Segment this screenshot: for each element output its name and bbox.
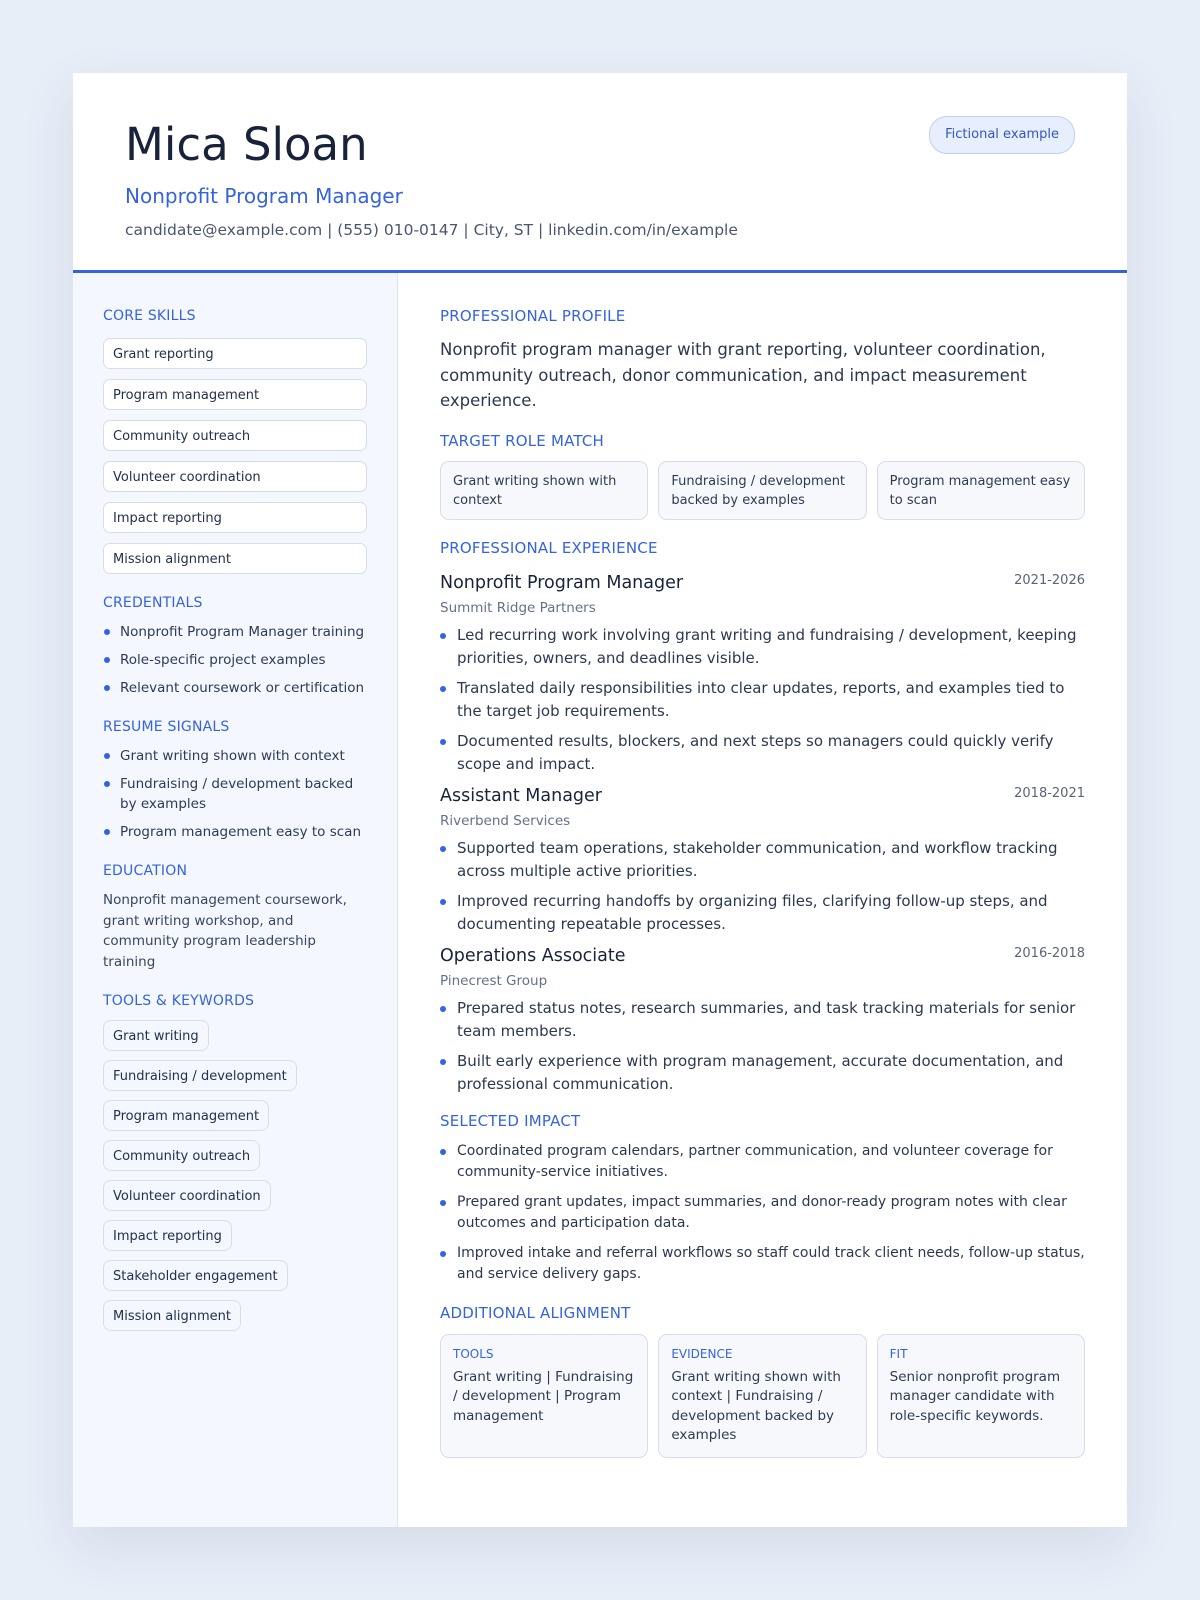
- skill-item: Community outreach: [103, 420, 367, 451]
- experience-title: PROFESSIONAL EXPERIENCE: [440, 538, 658, 557]
- signal-item: Grant writing shown with context: [103, 746, 367, 766]
- job-bullet: Improved recurring handoffs by organizing files, clarifying follow-up steps, and documenting repeatable processes.: [440, 890, 1085, 936]
- skill-item: Program management: [103, 379, 367, 410]
- alignment-cards: [440, 1334, 1085, 1458]
- impact-item: Improved intake and referral workflows so staff could track client needs, follow-up status, and service delivery gaps.: [440, 1243, 1085, 1286]
- company-name: Pinecrest Group: [440, 972, 548, 989]
- tools-title: TOOLS & KEYWORDS: [103, 993, 255, 1009]
- resume-header: [73, 73, 1127, 273]
- job-bullet: Prepared status notes, research summaries, and task tracking materials for senior team members.: [440, 997, 1085, 1043]
- job-title: Nonprofit Program Manager: [440, 572, 684, 593]
- alignment-card-fit: [877, 1334, 1085, 1458]
- profile-text: Nonprofit program manager with grant reporting, volunteer coordination, community outreach, donor communication, and impact measurement experience.: [440, 340, 1046, 410]
- skill-item: Volunteer coordination: [103, 461, 367, 492]
- alignment-text: Senior nonprofit program manager candidate with role-specific keywords.: [889, 1368, 1061, 1424]
- signal-item: Program management easy to scan: [103, 822, 367, 842]
- skill-item: Impact reporting: [103, 502, 367, 533]
- resume-signals-list: [103, 746, 367, 842]
- skill-item: Grant reporting: [103, 338, 367, 369]
- job-dates: 2016-2018: [1014, 945, 1085, 961]
- credential-item: Nonprofit Program Manager training: [103, 622, 367, 642]
- profile-title: PROFESSIONAL PROFILE: [440, 307, 626, 325]
- job-bullets: [440, 837, 1085, 936]
- alignment-label: EVIDENCE: [671, 1346, 733, 1361]
- job-entry: [440, 784, 1085, 936]
- job-dates: 2021-2026: [1014, 572, 1085, 588]
- job-bullet: Translated daily responsibilities into clear updates, reports, and examples tied to the target job requirements.: [440, 677, 1085, 723]
- target-role-cards: [440, 461, 1085, 520]
- resume-page: [73, 73, 1127, 1527]
- job-entry: [440, 571, 1085, 776]
- keyword-tag: Fundraising / development: [103, 1060, 297, 1091]
- job-bullet: Supported team operations, stakeholder communication, and workflow tracking across multiple active priorities.: [440, 837, 1085, 883]
- skill-item: Mission alignment: [103, 543, 367, 574]
- job-title: Operations Associate: [440, 945, 626, 966]
- company-name: Riverbend Services: [440, 812, 571, 829]
- alignment-title: ADDITIONAL ALIGNMENT: [440, 1303, 631, 1322]
- job-dates: 2018-2021: [1014, 785, 1085, 801]
- credentials-list: [103, 622, 367, 698]
- target-match-card: Program management easy to scan: [877, 461, 1085, 520]
- candidate-name: Mica Sloan: [125, 118, 368, 171]
- impact-list: [440, 1141, 1085, 1286]
- job-title: Assistant Manager: [440, 785, 602, 806]
- keyword-tag: Impact reporting: [103, 1220, 232, 1251]
- alignment-label: FIT: [889, 1346, 908, 1361]
- alignment-text: Grant writing shown with context | Fundraising / development backed by examples: [671, 1368, 841, 1443]
- contact-line: candidate@example.com | (555) 010-0147 | City, ST | linkedin.com/in/example: [125, 221, 738, 239]
- job-bullet: Documented results, blockers, and next steps so managers could quickly verify scope and impact.: [440, 730, 1085, 776]
- resume-signals-title: RESUME SIGNALS: [103, 719, 230, 735]
- alignment-text: Grant writing | Fundraising / development | Program management: [453, 1368, 634, 1424]
- sidebar: [73, 273, 398, 1527]
- target-match-card: Grant writing shown with context: [440, 461, 648, 520]
- alignment-card-evidence: [658, 1334, 866, 1458]
- impact-item: Coordinated program calendars, partner communication, and volunteer coverage for community-service initiatives.: [440, 1141, 1085, 1184]
- target-match-card: Fundraising / development backed by examples: [658, 461, 866, 520]
- keyword-tag: Grant writing: [103, 1020, 209, 1051]
- fictional-badge: Fictional example: [929, 116, 1075, 154]
- credential-item: Role-specific project examples: [103, 650, 367, 670]
- job-bullets: [440, 997, 1085, 1096]
- job-entry: [440, 944, 1085, 1096]
- education-text: Nonprofit management coursework, grant writing workshop, and community program leadership training: [103, 892, 347, 970]
- impact-title: SELECTED IMPACT: [440, 1111, 581, 1130]
- company-name: Summit Ridge Partners: [440, 599, 596, 616]
- target-role-title: TARGET ROLE MATCH: [440, 431, 605, 450]
- job-bullet: Led recurring work involving grant writing and fundraising / development, keeping priorities, owners, and deadlines visible.: [440, 624, 1085, 670]
- credentials-title: CREDENTIALS: [103, 595, 203, 611]
- keyword-tag: Program management: [103, 1100, 269, 1131]
- keyword-tag: Community outreach: [103, 1140, 260, 1171]
- credential-item: Relevant coursework or certification: [103, 678, 367, 698]
- core-skills-list: [103, 338, 367, 574]
- tools-tag-list: [103, 1020, 367, 1340]
- signal-item: Fundraising / development backed by examples: [103, 774, 367, 814]
- core-skills-title: CORE SKILLS: [103, 308, 196, 324]
- job-bullets: [440, 624, 1085, 776]
- alignment-label: TOOLS: [453, 1346, 494, 1361]
- keyword-tag: Volunteer coordination: [103, 1180, 271, 1211]
- main-column: [398, 273, 1127, 1527]
- keyword-tag: Mission alignment: [103, 1300, 241, 1331]
- alignment-card-tools: [440, 1334, 648, 1458]
- candidate-role: Nonprofit Program Manager: [125, 184, 403, 208]
- keyword-tag: Stakeholder engagement: [103, 1260, 288, 1291]
- education-title: EDUCATION: [103, 863, 188, 879]
- impact-item: Prepared grant updates, impact summaries, and donor-ready program notes with clear outcomes and participation data.: [440, 1192, 1085, 1235]
- job-bullet: Built early experience with program management, accurate documentation, and professional communication.: [440, 1050, 1085, 1096]
